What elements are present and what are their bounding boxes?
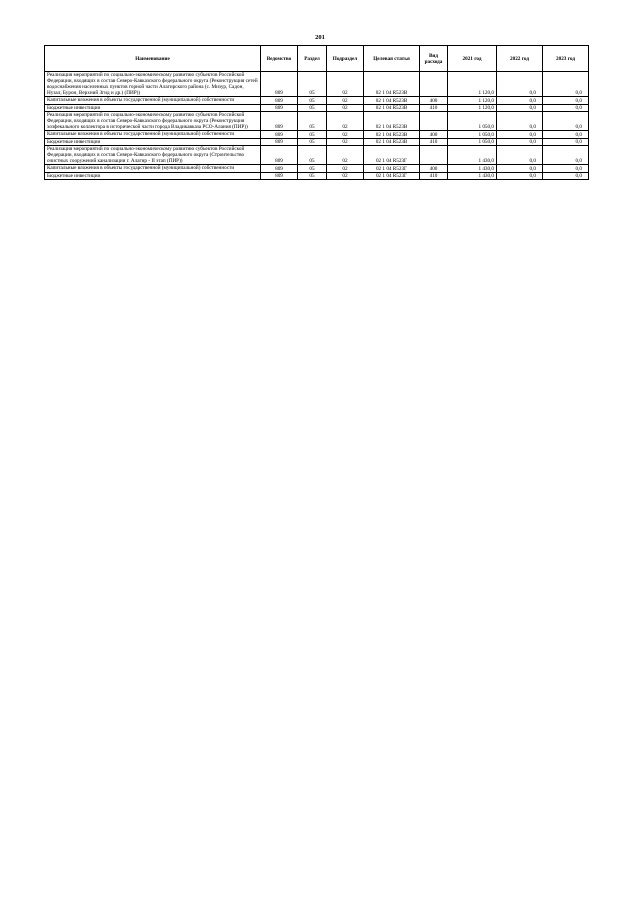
row-podrazdel: 02: [327, 146, 364, 165]
row-podrazdel: 02: [327, 72, 364, 97]
table-row: [45, 131, 589, 139]
row-vedomstvo: 809: [261, 172, 298, 180]
header-2023: 2023 год: [543, 46, 589, 72]
row-2023: 0,0: [543, 165, 589, 173]
row-2021: 1 120,0: [448, 104, 497, 112]
row-celevaya: 02 1 04 R523В: [364, 104, 420, 112]
row-2021: 1 430,0: [448, 165, 497, 173]
header-2022: 2022 год: [497, 46, 543, 72]
row-celevaya: 02 1 04 R523Г: [364, 146, 420, 165]
row-2022: 0,0: [497, 172, 543, 180]
row-vid: [420, 146, 448, 165]
row-razdel: 05: [298, 104, 327, 112]
row-2023: 0,0: [543, 112, 589, 131]
header-row: [45, 46, 589, 72]
row-vid: 400: [420, 97, 448, 105]
table-row: [45, 138, 589, 146]
table-row: [45, 146, 589, 165]
row-2022: 0,0: [497, 104, 543, 112]
row-name: Бюджетные инвестиции: [45, 172, 261, 180]
row-name: Капитальные вложения в объекты государственной (муниципальной) собственности: [45, 131, 261, 139]
row-vedomstvo: 809: [261, 146, 298, 165]
row-vid: 410: [420, 172, 448, 180]
row-razdel: 05: [298, 172, 327, 180]
row-podrazdel: 02: [327, 165, 364, 173]
header-2021: 2021 год: [448, 46, 497, 72]
row-vedomstvo: 809: [261, 165, 298, 173]
row-2021: 1 050,0: [448, 112, 497, 131]
row-2022: 0,0: [497, 72, 543, 97]
row-name: Реализация мероприятий по социально-экономическому развитию субъектов Российской Федерации, входящих в состав Северо-Кавказского федерального округа (Реконструкция сетей водоснабжения населенных пунктов горной части Алагирского района (с. Мизур, Садон, Нузал, Бурон, Верхний Згид и др.) (ПИР)): [45, 72, 261, 97]
row-podrazdel: 02: [327, 112, 364, 131]
row-vedomstvo: 809: [261, 104, 298, 112]
row-vid: 400: [420, 165, 448, 173]
row-vedomstvo: 809: [261, 131, 298, 139]
row-razdel: 05: [298, 146, 327, 165]
row-podrazdel: 02: [327, 131, 364, 139]
row-razdel: 05: [298, 112, 327, 131]
row-name: Реализация мероприятий по социально-экономическому развитию субъектов Российской Федерации, входящих в состав Северо-Кавказского федерального округа (Реконструкция хозфекального коллектора в исторической части города Владикавказа РСО-Алания (ПИР)): [45, 112, 261, 131]
row-podrazdel: 02: [327, 138, 364, 146]
row-2022: 0,0: [497, 112, 543, 131]
row-celevaya: 02 1 04 R523В: [364, 131, 420, 139]
table-row: [45, 72, 589, 97]
table-row: [45, 165, 589, 173]
row-2022: 0,0: [497, 165, 543, 173]
row-2023: 0,0: [543, 72, 589, 97]
row-2022: 0,0: [497, 138, 543, 146]
header-celevaya: Целевая статья: [364, 46, 420, 72]
row-2021: 1 430,0: [448, 172, 497, 180]
header-razdel: Раздел: [298, 46, 327, 72]
header-podrazdel: Подраздел: [327, 46, 364, 72]
row-celevaya: 02 1 04 R523Г: [364, 172, 420, 180]
row-celevaya: 02 1 04 R523В: [364, 138, 420, 146]
table-row: [45, 172, 589, 180]
row-celevaya: 02 1 04 R523В: [364, 112, 420, 131]
row-vid: 410: [420, 138, 448, 146]
row-vid: 400: [420, 131, 448, 139]
row-podrazdel: 02: [327, 172, 364, 180]
row-vid: [420, 72, 448, 97]
row-vid: [420, 112, 448, 131]
row-name: Капитальные вложения в объекты государственной (муниципальной) собственности: [45, 165, 261, 173]
row-2022: 0,0: [497, 131, 543, 139]
row-celevaya: 02 1 04 R523Г: [364, 165, 420, 173]
row-name: Бюджетные инвестиции: [45, 138, 261, 146]
table-row: [45, 104, 589, 112]
row-name: Капитальные вложения в объекты государственной (муниципальной) собственности: [45, 97, 261, 105]
row-razdel: 05: [298, 138, 327, 146]
row-razdel: 05: [298, 97, 327, 105]
row-2023: 0,0: [543, 138, 589, 146]
header-vedomstvo: Ведомство: [261, 46, 298, 72]
row-podrazdel: 02: [327, 104, 364, 112]
row-2022: 0,0: [497, 97, 543, 105]
row-celevaya: 02 1 04 R523В: [364, 72, 420, 97]
table-row: [45, 112, 589, 131]
row-2023: 0,0: [543, 104, 589, 112]
row-podrazdel: 02: [327, 97, 364, 105]
row-2023: 0,0: [543, 172, 589, 180]
row-vedomstvo: 809: [261, 97, 298, 105]
row-name: Бюджетные инвестиции: [45, 104, 261, 112]
row-razdel: 05: [298, 72, 327, 97]
row-2021: 1 120,0: [448, 72, 497, 97]
row-2023: 0,0: [543, 97, 589, 105]
row-vedomstvo: 809: [261, 112, 298, 131]
header-name: Наименование: [45, 46, 261, 72]
row-razdel: 05: [298, 131, 327, 139]
row-2021: 1 430,0: [448, 146, 497, 165]
row-vedomstvo: 809: [261, 138, 298, 146]
row-vedomstvo: 809: [261, 72, 298, 97]
row-celevaya: 02 1 04 R523В: [364, 97, 420, 105]
row-2022: 0,0: [497, 146, 543, 165]
row-2021: 1 050,0: [448, 138, 497, 146]
header-vid: Вид расхода: [420, 46, 448, 72]
row-2021: 1 050,0: [448, 131, 497, 139]
row-2023: 0,0: [543, 146, 589, 165]
page-number: 201: [315, 34, 325, 41]
row-vid: 410: [420, 104, 448, 112]
row-razdel: 05: [298, 165, 327, 173]
row-name: Реализация мероприятий по социально-экономическому развитию субъектов Российской Федерации, входящих в состав Северо-Кавказского федерального округа (Строительство очистных сооружений канализации г. Алагир - II этап (ПИР)): [45, 146, 261, 165]
budget-table: [44, 45, 589, 180]
row-2023: 0,0: [543, 131, 589, 139]
table-row: [45, 97, 589, 105]
row-2021: 1 120,0: [448, 97, 497, 105]
